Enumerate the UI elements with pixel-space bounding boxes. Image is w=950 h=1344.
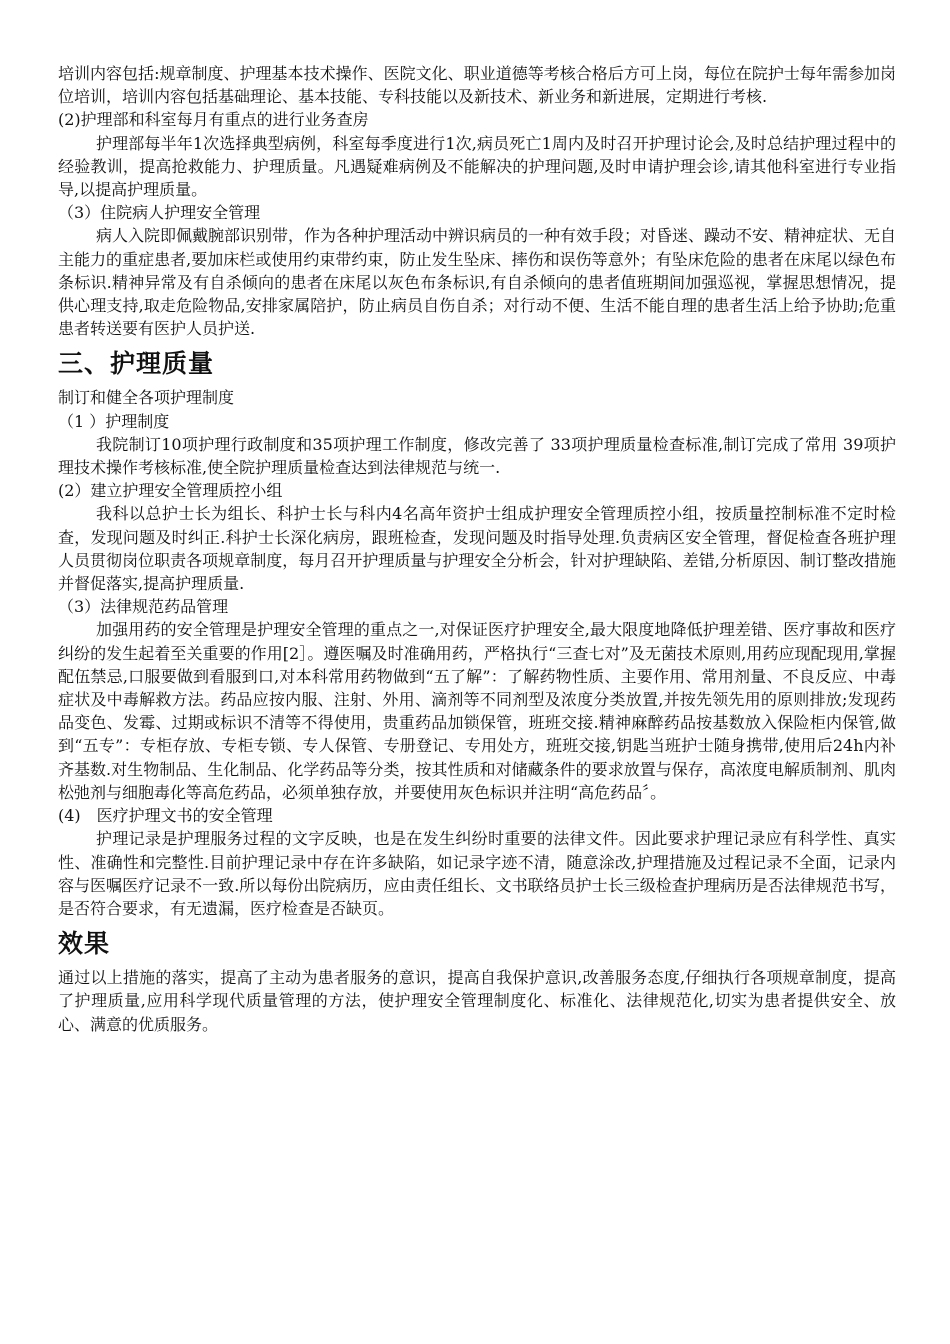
subheading-ward-rounds: (2)护理部和科室每月有重点的进行业务查房	[58, 110, 369, 130]
paragraph-inpatient-safety: 病人入院即佩戴腕部识别带，作为各种护理活动中辨识病员的一种有效手段；对昏迷、躁动不安、精神症状、无自主能力的重症患者,要加床栏或使用约束带约束，防止发生坠床、摔伤和误伤等意外；有坠床危险的患者在床尾以绿色布条标识.精神异常及有自杀倾向的患者在床尾以灰色布条标识,有自杀倾向的患者值班期间加强巡视，掌握思想情况，提供心理支持,取走危险物品,安排家属陪护，防止病员自伤自杀；对行动不便、生活不能自理的患者生活上给予协助;危重患者转送要有医护人员护送.	[58, 226, 897, 339]
section-heading-nursing-quality: 三、护理质量	[58, 349, 215, 379]
subheading-medical-documents: (4) 医疗护理文书的安全管理	[58, 806, 273, 826]
paragraph-quality-control-group: 我科以总护士长为组长、科护士长与科内4名高年资护士组成护理安全管理质控小组，按质量控制标准不定时检查，发现问题及时纠正.科护士长深化病房，跟班检查，发现问题及时指导处理.负责病区安全管理，督促检查各班护理人员贯彻岗位职责各项规章制度，每月召开护理质量与护理安全分析会，针对护理缺陷、差错,分析原因、制订整改措施并督促落实,提高护理质量.	[58, 504, 896, 594]
paragraph-ward-rounds: 护理部每半年1次选择典型病例，科室每季度进行1次,病员死亡1周内及时召开护理讨论会,及时总结护理过程中的经验教训，提高抢救能力、护理质量。凡遇疑难病例及不能解决的护理问题,及时申请护理会诊,请其他科室进行专业指导,以提高护理质量。	[58, 133, 896, 200]
subheading-nursing-system: （1 ）护理制度	[58, 411, 170, 431]
paragraph-effect: 通过以上措施的落实，提高了主动为患者服务的意识，提高自我保护意识,改善服务态度,仔细执行各项规章制度，提高了护理质量,应用科学现代质量管理的方法，使护理安全管理制度化、标准化、法律规范化,切实为患者提供安全、放心、满意的优质服务。	[58, 968, 896, 1034]
paragraph-nursing-system: 我院制订10项护理行政制度和35项护理工作制度，修改完善了 33项护理质量检查标准,制订完成了常用 39项护理技术操作考核标准,使全院护理质量检查达到法律规范与统一.	[58, 434, 896, 478]
section-heading-effect: 效果	[58, 929, 111, 959]
paragraph-medical-documents: 护理记录是护理服务过程的文字反映，也是在发生纠纷时重要的法律文件。因此要求护理记录应有科学性、真实性、准确性和完整性.目前护理记录中存在许多缺陷，如记录字迹不清，随意涂改,护理措施及过程记录不全面，记录内容与医嘱医疗记录不一致.所以每份出院病历，应由责任组长、文书联络员护士长三级检查护理病历是否法律规范书写，是否符合要求，有无遗漏，医疗检查是否缺页。	[58, 829, 896, 918]
subheading-drug-management: （3）法律规范药品管理	[58, 597, 229, 617]
subheading-inpatient-safety: （3）住院病人护理安全管理	[58, 203, 261, 223]
paragraph-training-content: 培训内容包括:规章制度、护理基本技术操作、医院文化、职业道德等考核合格后方可上岗，每位在院护士每年需参加岗位培训，培训内容包括基础理论、基本技能、专科技能以及新技术、新业务和新进展，定期进行考核.	[58, 64, 896, 107]
paragraph-drug-management: 加强用药的安全管理是护理安全管理的重点之一,对保证医疗护理安全,最大限度地降低护理差错、医疗事故和医疗纠纷的发生起着至关重要的作用[2］。遵医嘱及时准确用药，严格执行“三查七对”及无菌技术原则,用药应现配现用,掌握配伍禁忌,口服要做到看服到口,对本科常用药物做到“五了解”：了解药物性质、主要作用、常用剂量、不良反应、中毒症状及中毒解救方法。药品应按内服、注射、外用、滴剂等不同剂型及浓度分类放置,并按先领先用的原则排放;发现药品变色、发霉、过期或标识不清等不得使用，贵重药品加锁保管，班班交接.精神麻醉药品按基数放入保险柜内保管,做到“五专”：专柜存放、专柜专锁、专人保管、专册登记、专用处方，班班交接,钥匙当班护士随身携带,使用后24h内补齐基数.对生物制品、生化制品、化学药品等分类，按其性质和对储藏条件的要求放置与保存，高浓度电解质制剂、肌肉松弛剂与细胞毒化等高危药品，必须单独存放，并要使用灰色标识并注明“高危药品〞。	[58, 620, 896, 802]
paragraph-establish-systems: 制订和健全各项护理制度	[58, 388, 235, 408]
subheading-quality-control-group: (2）建立护理安全管理质控小组	[58, 481, 283, 501]
